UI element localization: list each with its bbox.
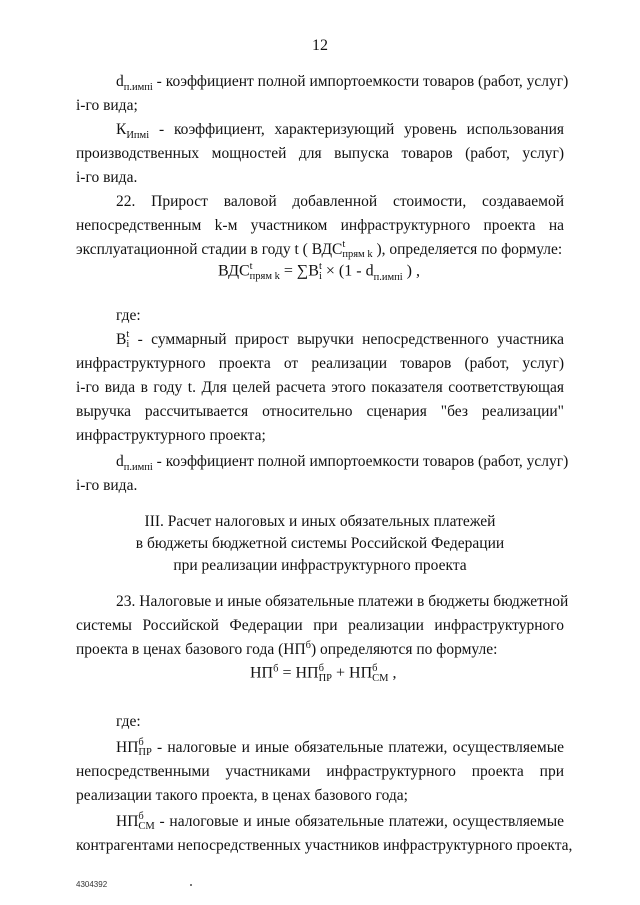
subscript: прям k: [342, 249, 373, 261]
section-heading: при реализации инфраструктурного проекта: [173, 557, 467, 574]
definition-continuation: производственных мощностей для выпуска товаров (работ, услуг): [76, 145, 564, 162]
definition-np-sm: [116, 812, 564, 832]
superscript: t: [126, 329, 130, 341]
symbol-d-sub: п.импi: [123, 462, 153, 474]
superscript: б: [305, 639, 311, 651]
superscript: t: [342, 239, 346, 251]
script-stack: [138, 812, 154, 832]
definition-k-capacity: [116, 120, 564, 140]
definition-d-import-1: [116, 72, 568, 92]
paragraph-23-line: 23. Налоговые и иные обязательные платежи в бюджеты бюджетной: [116, 593, 569, 610]
definition-continuation: i-го вида в году t. Для целей расчета этого показателя соответствующая: [76, 379, 564, 396]
superscript: б: [273, 663, 279, 675]
formula-gross-value-added: [218, 262, 420, 282]
paragraph-23-line: системы Российской Федерации при реализации инфраструктурного: [76, 617, 564, 634]
subscript: ПР: [138, 747, 152, 759]
formula-term: ,: [388, 664, 397, 682]
formula-term: ) ,: [402, 262, 420, 280]
subscript: ПР: [318, 673, 333, 684]
paragraph-22-line: 22. Прирост валовой добавленной стоимости, создаваемой: [116, 193, 564, 210]
symbol-k-sub: Ипмi: [126, 130, 150, 142]
definition-d-import-2: [116, 452, 568, 472]
symbol-np: НП: [116, 739, 139, 756]
where-label: где:: [116, 307, 141, 324]
definition-continuation: i-го вида;: [76, 97, 138, 114]
definition-text: - коэффициент, характеризующий уровень использования: [149, 121, 564, 138]
formula-tax-payments: [250, 664, 397, 684]
definition-continuation: i-го вида.: [76, 169, 138, 186]
formula-term: НП: [250, 664, 274, 682]
definition-text: - суммарный прирост выручки непосредственного участника: [129, 331, 564, 348]
text-run: проекта в ценах базового года (НП: [76, 641, 306, 658]
subscript: п.импi: [373, 271, 403, 283]
script-stack: [250, 262, 280, 282]
symbol-d-sub: п.импi: [123, 82, 153, 94]
scan-artifact: [190, 884, 192, 886]
paragraph-23-line: [76, 640, 497, 660]
superscript: б: [372, 663, 378, 674]
text-run: ), определяется по формуле:: [372, 241, 563, 258]
definition-continuation: инфраструктурного проекта;: [76, 427, 266, 444]
symbol-d: d: [116, 73, 124, 90]
text-run: ) определяются по формуле:: [311, 641, 498, 658]
subscript: СМ: [372, 673, 389, 684]
formula-term: × (1 - d: [321, 262, 374, 280]
script-stack: [319, 664, 332, 684]
definition-continuation: непосредственными участниками инфраструктурного проекта при: [76, 763, 564, 780]
formula-term: = ∑В: [279, 262, 319, 280]
definition-continuation: контрагентами непосредственных участников инфраструктурного проекта,: [76, 837, 573, 854]
script-stack: [372, 664, 388, 684]
subscript: прям k: [249, 271, 280, 282]
superscript: б: [138, 737, 144, 749]
where-label: где:: [116, 713, 141, 730]
script-stack: [342, 240, 372, 260]
formula-term: = НП: [278, 664, 319, 682]
section-heading: в бюджеты бюджетной системы Российской Федерации: [135, 535, 505, 552]
subscript: i: [126, 339, 130, 351]
document-code: 4304392: [76, 880, 108, 889]
definition-np-pr: [116, 738, 564, 758]
paragraph-22-line: непосредственным k-м участником инфраструктурного проекта на: [76, 217, 564, 234]
definition-text: - налоговые и иные обязательные платежи, осуществляемые: [154, 813, 564, 830]
subscript: i: [318, 271, 322, 282]
definition-continuation: инфраструктурного проекта от реализации товаров (работ, услуг): [76, 355, 564, 372]
script-stack: [138, 738, 151, 758]
definition-continuation: реализации такого проекта, в ценах базового года;: [76, 787, 408, 804]
formula-term: ВДС: [218, 262, 250, 280]
definition-text: - коэффициент полной импортоемкости товаров (работ, услуг): [152, 453, 569, 470]
section-heading: III. Расчет налоговых и иных обязательных платежей: [144, 513, 496, 530]
formula-term: + НП: [332, 664, 373, 682]
superscript: t: [249, 261, 253, 272]
symbol-np: НП: [116, 813, 139, 830]
page-number: 12: [312, 37, 328, 54]
paragraph-22-line: [76, 240, 562, 260]
definition-text: - налоговые и иные обязательные платежи, осуществляемые: [151, 739, 564, 756]
symbol-d: d: [116, 453, 124, 470]
symbol-b: В: [116, 331, 127, 348]
superscript: б: [138, 811, 144, 823]
subscript: СМ: [138, 821, 155, 833]
definition-continuation: выручка рассчитывается относительно сценария "без реализации": [76, 403, 564, 420]
definition-continuation: i-го вида.: [76, 477, 138, 494]
definition-b-revenue: [116, 330, 564, 350]
definition-text: - коэффициент полной импортоемкости товаров (работ, услуг): [152, 73, 569, 90]
superscript: t: [318, 261, 322, 272]
text-run: эксплуатационной стадии в году t ( ВДС: [76, 241, 343, 258]
symbol-k: К: [116, 121, 127, 138]
superscript: б: [318, 663, 324, 674]
